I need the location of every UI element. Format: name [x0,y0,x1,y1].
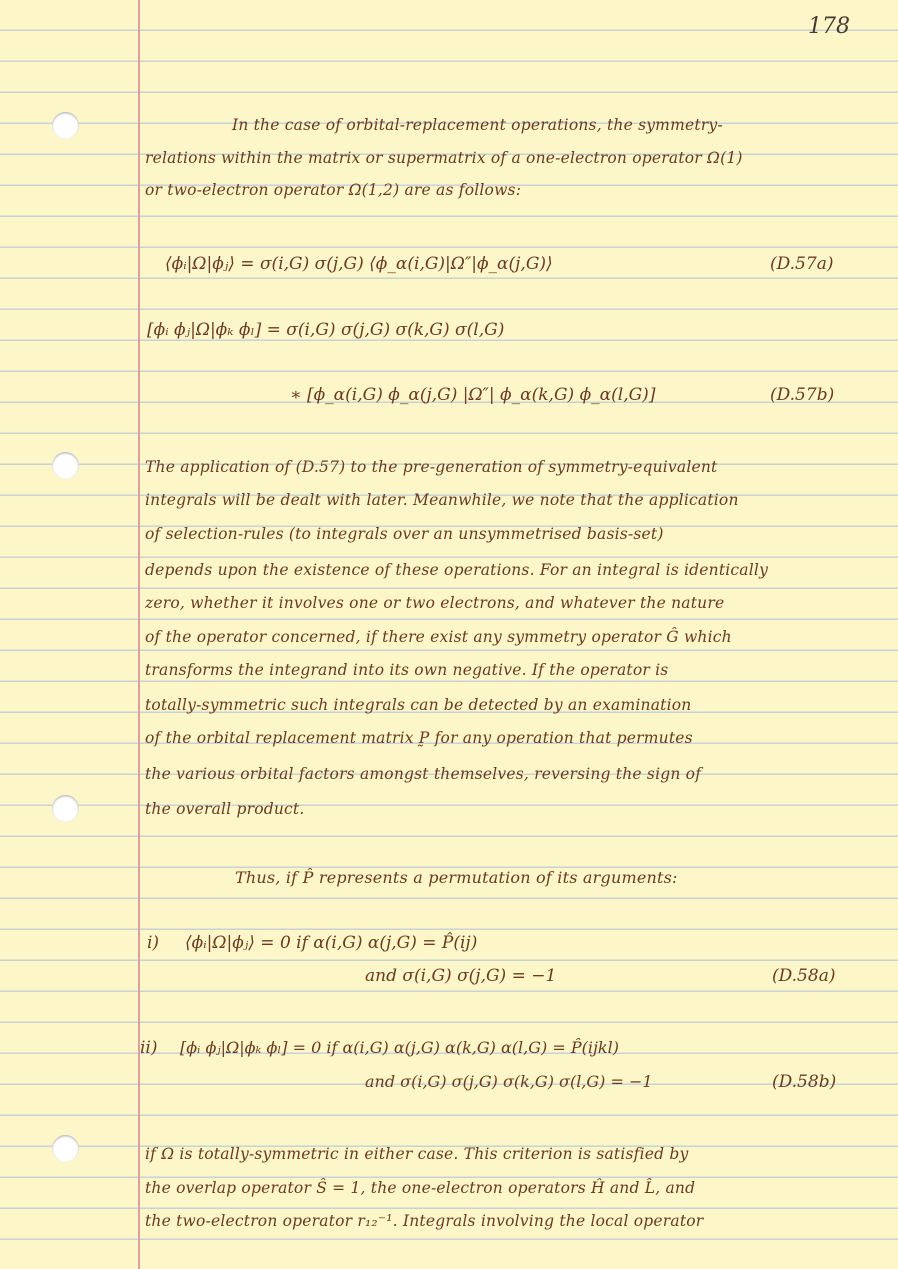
equation-d58a-line2: and σ(i,G) σ(j,G) = −1 [365,966,557,986]
text-line: the two-electron operator r₁₂⁻¹. Integrals involving the local operator [145,1212,704,1230]
text-line: depends upon the existence of these operations. For an integral is identically [145,561,769,579]
equation-tag: (D.58b) [772,1072,837,1092]
text-line: transforms the integrand into its own negative. If the operator is [145,661,669,679]
equation-d57b-line1: [ϕᵢ ϕⱼ|Ω|ϕₖ ϕₗ] = σ(i,G) σ(j,G) σ(k,G) σ(l,G) [147,320,505,340]
text-line: the overlap operator Ŝ = 1, the one-electron operators Ĥ and L̂, and [145,1179,696,1197]
punch-hole [52,112,79,139]
text-line: zero, whether it involves one or two electrons, and whatever the nature [145,594,725,612]
text-line: In the case of orbital-replacement operations, the symmetry- [232,116,723,134]
punch-hole [52,452,79,479]
margin-line [138,0,140,1269]
equation-d58b-line1: [ϕᵢ ϕⱼ|Ω|ϕₖ ϕₗ] = 0 if α(i,G) α(j,G) α(k,G) α(l,G) = P̂(ijkl) [180,1038,619,1057]
text-line: integrals will be dealt with later. Meanwhile, we note that the application [145,491,739,509]
equation-d58a-line1: ⟨ϕᵢ|Ω|ϕⱼ⟩ = 0 if α(i,G) α(j,G) = P̂(ij) [185,933,478,953]
equation-tag: (D.57a) [770,254,834,274]
equation-tag: (D.58a) [772,966,836,986]
equation-d58b-line2: and σ(i,G) σ(j,G) σ(k,G) σ(l,G) = −1 [365,1072,653,1091]
text-line: or two-electron operator Ω(1,2) are as follows: [145,181,522,199]
equation-d57b-line2: ∗ [ϕ_α(i,G) ϕ_α(j,G) |Ω″| ϕ_α(k,G) ϕ_α(l,G)] [290,385,656,405]
equation-label: ii) [140,1038,158,1058]
equation-tag: (D.57b) [770,385,835,405]
text-line: The application of (D.57) to the pre-generation of symmetry-equivalent [145,458,718,476]
text-line: of the operator concerned, if there exist any symmetry operator Ĝ which [145,628,732,646]
equation-label: i) [147,933,160,953]
punch-hole [52,795,79,822]
text-line: of selection-rules (to integrals over an unsymmetrised basis-set) [145,525,664,543]
equation-d57a: ⟨ϕᵢ|Ω|ϕⱼ⟩ = σ(i,G) σ(j,G) ⟨ϕ_α(i,G)|Ω″|ϕ_α(j,G)⟩ [165,254,553,274]
page-number: 178 [808,14,850,39]
text-line: totally-symmetric such integrals can be detected by an examination [145,696,692,714]
text-line: the various orbital factors amongst themselves, reversing the sign of [145,765,702,783]
text-line: of the orbital replacement matrix P̰ for any operation that permutes [145,729,693,747]
text-line: if Ω is totally-symmetric in either case. This criterion is satisfied by [145,1145,689,1163]
punch-hole [52,1135,79,1162]
text-line: the overall product. [145,800,305,818]
text-line: Thus, if P̂ represents a permutation of its arguments: [235,868,678,887]
text-line: relations within the matrix or supermatrix of a one-electron operator Ω(1) [145,149,743,167]
